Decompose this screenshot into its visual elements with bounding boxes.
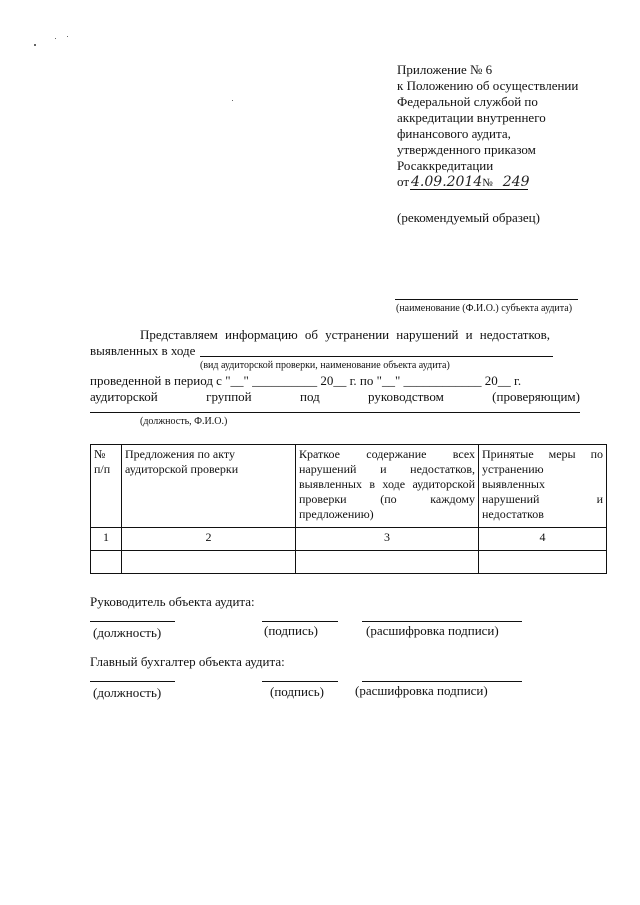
accountant-position-caption: (должность) (93, 685, 162, 700)
intro-line-1: Представляем информацию об устранении нарушений и недостатков, (140, 327, 550, 342)
subject-line (395, 299, 578, 300)
position-caption: (должность, Ф.И.О.) (140, 416, 228, 427)
appendix-header (397, 62, 578, 191)
position-line (90, 412, 580, 413)
head-signature-line (262, 621, 338, 622)
audit-caption: (вид аудиторской проверки, наименование объекта аудита) (200, 360, 450, 371)
table-header-cell: Принятые меры по устранению выявленных нарушений и недостатков (479, 445, 607, 528)
head-decoding-line (362, 621, 522, 622)
table-empty-cell (296, 551, 479, 574)
accountant-label: Главный бухгалтер объекта аудита: (90, 654, 285, 669)
table-number-cell: 2 (122, 528, 296, 551)
subject-caption: (наименование (Ф.И.О.) субъекта аудита) (396, 303, 573, 314)
table-number-cell: 4 (479, 528, 607, 551)
scan-speck (55, 38, 56, 39)
scan-speck (232, 100, 233, 101)
scan-speck (67, 36, 68, 37)
accountant-position-line (90, 681, 175, 682)
head-signature-caption: (подпись) (264, 623, 318, 638)
table-header-cell: Предложения по акту аудиторской проверки (122, 445, 296, 528)
header-line: к Положению об осуществлении (397, 78, 579, 93)
accountant-decoding-caption: (расшифровка подписи) (355, 683, 488, 698)
table-number-cell: 1 (91, 528, 122, 551)
table-header-cell: № п/п (91, 445, 122, 528)
table-header-cell: Краткое содержание всех нарушений и недостатков, выявленных в ходе аудиторской проверки (по каждому предложению) (296, 445, 479, 528)
scan-speck (34, 44, 36, 46)
violations-table (90, 444, 607, 574)
head-position-line (90, 621, 175, 622)
table-empty-cell (122, 551, 296, 574)
header-line: финансового аудита, (397, 126, 511, 141)
audit-line (200, 356, 553, 357)
head-position-caption: (должность) (93, 625, 162, 640)
period-line: проведенной в период с "__" __________ 20__ г. по "__" ____________ 20__ г. (90, 373, 522, 388)
order-date-handwritten: 4.09.2014 (411, 174, 483, 190)
order-no-sign: № (482, 177, 493, 189)
order-prefix: от (397, 174, 410, 189)
table-empty-cell (479, 551, 607, 574)
accountant-signature-caption: (подпись) (270, 684, 324, 699)
head-decoding-caption: (расшифровка подписи) (366, 623, 499, 638)
accountant-signature-line (262, 681, 338, 682)
header-line: Росаккредитации (397, 158, 494, 173)
accountant-decoding-line (362, 681, 522, 682)
header-line: Приложение № 6 (397, 62, 493, 77)
header-line: утвержденного приказом (397, 142, 536, 157)
sample-note: (рекомендуемый образец) (397, 210, 540, 225)
table-number-cell: 3 (296, 528, 479, 551)
order-number-handwritten: 249 (502, 174, 530, 190)
group-line: аудиторской группой под руководством (проверяющим) (90, 389, 580, 404)
intro-line-2: выявленных в ходе (90, 343, 196, 358)
header-line: Федеральной службой по (397, 94, 538, 109)
table-empty-cell (91, 551, 122, 574)
header-line: аккредитации внутреннего (397, 110, 546, 125)
head-label: Руководитель объекта аудита: (90, 594, 255, 609)
order-line (397, 174, 578, 191)
